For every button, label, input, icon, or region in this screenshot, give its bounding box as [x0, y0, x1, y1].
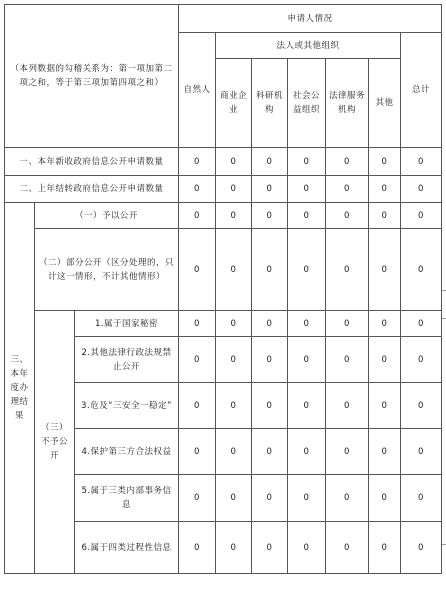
- row-not-public-item: [5, 311, 442, 337]
- row-label: 2.其他法律行政法规禁止公开: [75, 337, 179, 383]
- value-cell: 0: [401, 229, 442, 311]
- value-cell: 0: [401, 429, 442, 475]
- value-cell: 0: [288, 522, 326, 574]
- row-label: 一、本年新收政府信息公开申请数量: [5, 148, 179, 176]
- results-section-label: 三、本年度办理结果: [5, 203, 35, 574]
- edge-tick: [442, 290, 446, 291]
- value-cell: 0: [179, 229, 216, 311]
- value-cell: 0: [288, 148, 326, 176]
- value-cell: 0: [252, 229, 288, 311]
- commercial-header: 商业企业: [216, 59, 252, 148]
- value-cell: 0: [216, 229, 252, 311]
- value-cell: 0: [326, 148, 369, 176]
- row-new-requests: [5, 148, 442, 176]
- value-cell: 0: [252, 337, 288, 383]
- value-cell: 0: [369, 522, 401, 574]
- not-public-group-label: （三）不予公开: [35, 311, 75, 574]
- value-cell: 0: [216, 522, 252, 574]
- value-cell: 0: [252, 522, 288, 574]
- value-cell: 0: [401, 203, 442, 229]
- row-label: 二、上年结转政府信息公开申请数量: [5, 176, 179, 203]
- value-cell: 0: [216, 383, 252, 429]
- value-cell: 0: [369, 311, 401, 337]
- value-cell: 0: [179, 203, 216, 229]
- value-cell: 0: [179, 383, 216, 429]
- value-cell: 0: [326, 311, 369, 337]
- value-cell: 0: [288, 429, 326, 475]
- natural-person-header: 自然人: [179, 33, 216, 148]
- value-cell: 0: [288, 229, 326, 311]
- other-header: 其他: [369, 59, 401, 148]
- row-label: 5.属于三类内部事务信息: [75, 475, 179, 522]
- value-cell: 0: [326, 203, 369, 229]
- value-cell: 0: [179, 176, 216, 203]
- value-cell: 0: [326, 176, 369, 203]
- statistics-table: [4, 4, 442, 574]
- value-cell: 0: [401, 383, 442, 429]
- value-cell: 0: [288, 311, 326, 337]
- value-cell: 0: [326, 337, 369, 383]
- value-cell: 0: [216, 337, 252, 383]
- value-cell: 0: [401, 337, 442, 383]
- value-cell: 0: [179, 429, 216, 475]
- note-cell: （本列数据的勾稽关系为：第一项加第二项之和，等于第三项加第四项之和）: [5, 5, 179, 148]
- value-cell: 0: [369, 203, 401, 229]
- value-cell: 0: [252, 311, 288, 337]
- value-cell: 0: [326, 229, 369, 311]
- value-cell: 0: [369, 229, 401, 311]
- value-cell: 0: [216, 203, 252, 229]
- social-header: 社会公益组织: [288, 59, 326, 148]
- value-cell: 0: [179, 311, 216, 337]
- value-cell: 0: [216, 429, 252, 475]
- total-header: 总计: [401, 33, 442, 148]
- header-row-1: [5, 5, 442, 33]
- value-cell: 0: [369, 337, 401, 383]
- value-cell: 0: [216, 475, 252, 522]
- row-label: 6.属于四类过程性信息: [75, 522, 179, 574]
- value-cell: 0: [252, 429, 288, 475]
- value-cell: 0: [216, 176, 252, 203]
- value-cell: 0: [216, 311, 252, 337]
- value-cell: 0: [326, 522, 369, 574]
- value-cell: 0: [401, 475, 442, 522]
- value-cell: 0: [326, 475, 369, 522]
- row-label: 4.保护第三方合法权益: [75, 429, 179, 475]
- value-cell: 0: [401, 176, 442, 203]
- value-cell: 0: [252, 383, 288, 429]
- value-cell: 0: [401, 148, 442, 176]
- value-cell: 0: [326, 429, 369, 475]
- value-cell: 0: [369, 429, 401, 475]
- value-cell: 0: [252, 176, 288, 203]
- applicant-group-header: 申请人情况: [179, 5, 442, 33]
- row-label: （一）予以公开: [35, 203, 179, 229]
- edge-tick: [442, 318, 446, 319]
- value-cell: 0: [369, 383, 401, 429]
- value-cell: 0: [252, 475, 288, 522]
- value-cell: 0: [288, 475, 326, 522]
- value-cell: 0: [179, 148, 216, 176]
- row-label: 1.属于国家秘密: [75, 311, 179, 337]
- row-public: [5, 203, 442, 229]
- row-label: （二）部分公开（区分处理的，只计这一情形，不计其他情形）: [35, 229, 179, 311]
- statistics-table-container: [4, 4, 442, 574]
- value-cell: 0: [216, 148, 252, 176]
- legal-group-header: 法人或其他组织: [216, 33, 401, 59]
- value-cell: 0: [288, 176, 326, 203]
- value-cell: 0: [179, 475, 216, 522]
- value-cell: 0: [326, 383, 369, 429]
- value-cell: 0: [179, 522, 216, 574]
- value-cell: 0: [369, 475, 401, 522]
- row-partial: [5, 229, 442, 311]
- value-cell: 0: [288, 203, 326, 229]
- value-cell: 0: [252, 203, 288, 229]
- value-cell: 0: [288, 383, 326, 429]
- row-carried-over: [5, 176, 442, 203]
- value-cell: 0: [401, 311, 442, 337]
- edge-tick: [442, 544, 446, 545]
- value-cell: 0: [401, 522, 442, 574]
- research-header: 科研机构: [252, 59, 288, 148]
- value-cell: 0: [252, 148, 288, 176]
- legal-service-header: 法律服务机构: [326, 59, 369, 148]
- value-cell: 0: [288, 337, 326, 383]
- value-cell: 0: [369, 148, 401, 176]
- row-label: 3.危及“三安全一稳定”: [75, 383, 179, 429]
- value-cell: 0: [369, 176, 401, 203]
- value-cell: 0: [179, 337, 216, 383]
